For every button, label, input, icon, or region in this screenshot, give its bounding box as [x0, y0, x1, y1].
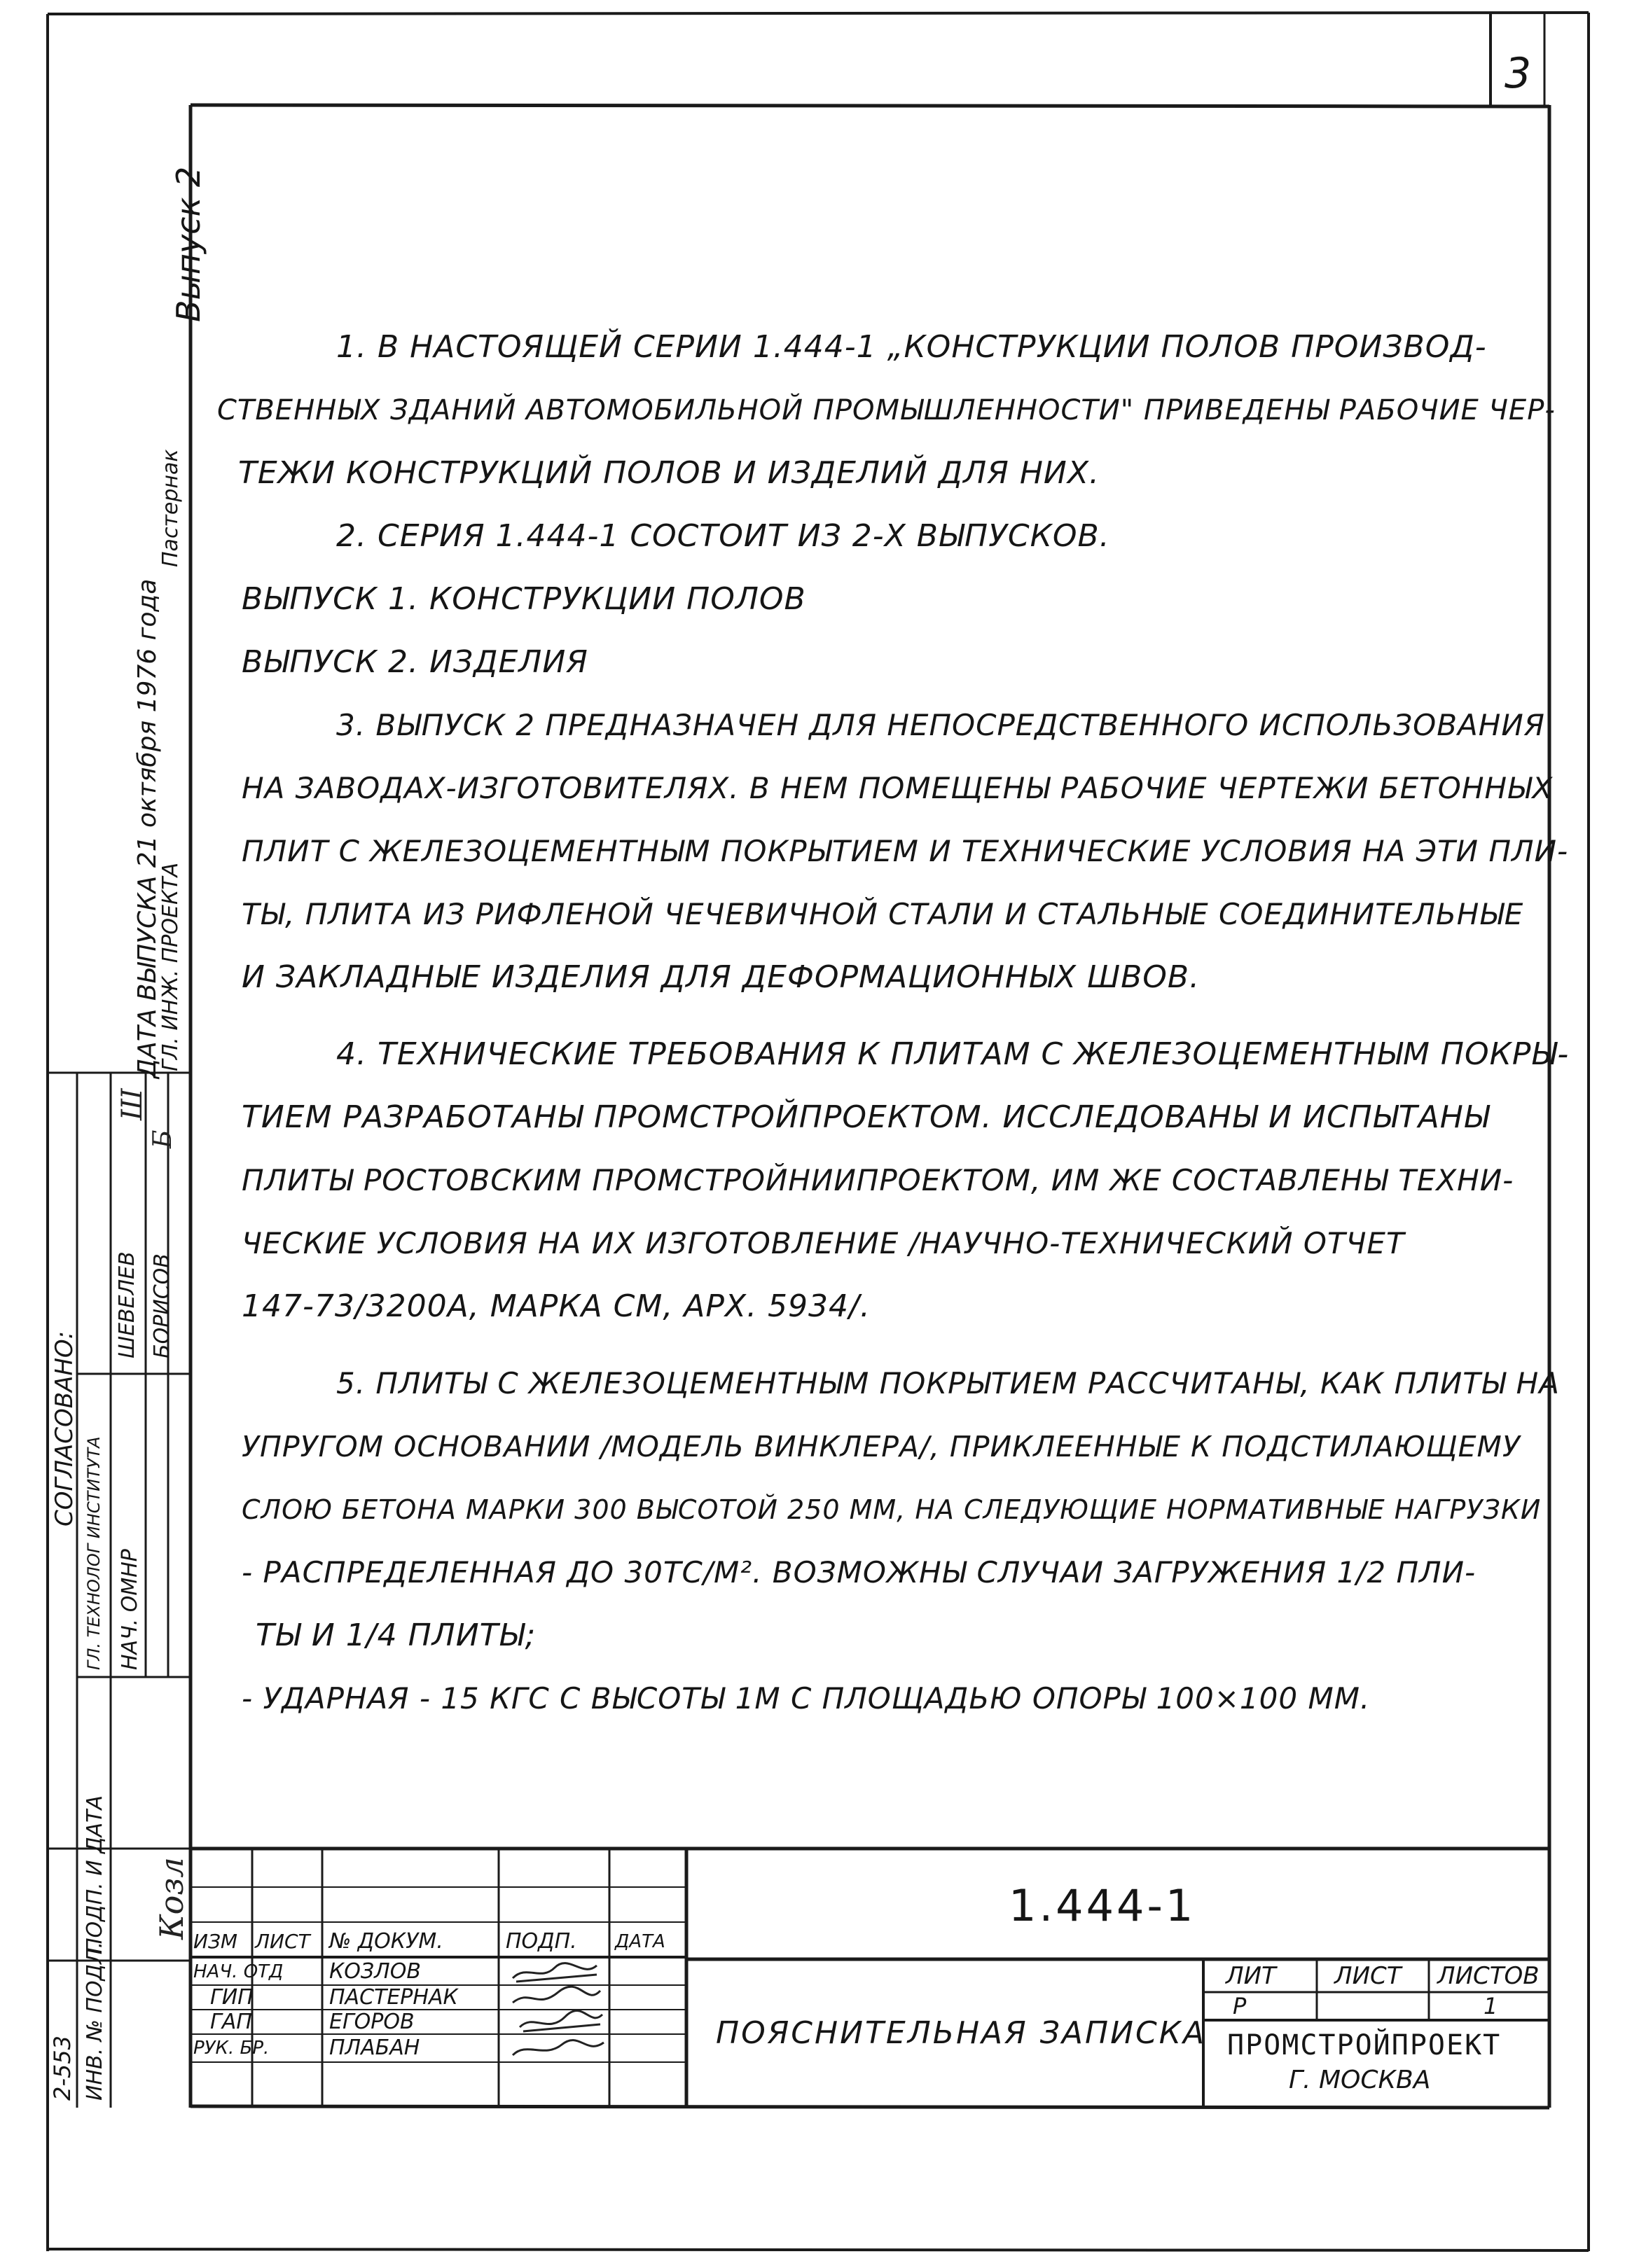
staff-name-3: ЕГОРОВ [329, 2010, 415, 2034]
body-line-13: ТИЕМ РАЗРАБОТАНЫ ПРОМСТРОЙПРОЕКТОМ. ИССЛЕДОВАНЫ И ИСПЫТАНЫ [242, 1099, 1490, 1135]
approval-title: СОГЛАСОВАНО: [50, 1330, 78, 1526]
organization-city: Г. МОСКВА [1289, 2066, 1431, 2094]
body-line-9: ПЛИТ С ЖЕЛЕЗОЦЕМЕНТНЫМ ПОКРЫТИЕМ И ТЕХНИЧЕСКИЕ УСЛОВИЯ НА ЭТИ ПЛИ- [242, 834, 1569, 868]
staff-role-3: ГАП [210, 2010, 252, 2034]
body-line-14: ПЛИТЫ РОСТОВСКИМ ПРОМСТРОЙНИИПРОЕКТОМ, ИМ ЖЕ СОСТАВЛЕНЫ ТЕХНИ- [242, 1163, 1514, 1197]
staff-name-1: КОЗЛОВ [329, 1959, 421, 1984]
body-line-18: УПРУГОМ ОСНОВАНИИ /МОДЕЛЬ ВИНКЛЕРА/, ПРИКЛЕЕННЫЕ К ПОДСТИЛАЮЩЕМУ [242, 1430, 1521, 1463]
body-line-10: ТЫ, ПЛИТА ИЗ РИФЛЕНОЙ ЧЕЧЕВИЧНОЙ СТАЛИ И СТАЛЬНЫЕ СОЕДИНИТЕЛЬНЫЕ [242, 897, 1524, 931]
sign-date-label: ПОДП. И ДАТА [83, 1795, 107, 1954]
lit-value: Р [1233, 1993, 1247, 2019]
body-line-4: 2. СЕРИЯ 1.444-1 СОСТОИТ ИЗ 2-Х ВЫПУСКОВ. [336, 518, 1110, 554]
sheet-header: ЛИСТ [1334, 1962, 1402, 1990]
header-list: ЛИСТ [255, 1930, 310, 1953]
header-sign: ПОДП. [506, 1929, 577, 1954]
header-izm: ИЗМ [193, 1930, 238, 1953]
lit-header: ЛИТ [1226, 1962, 1276, 1990]
staff-name-2: ПАСТЕРНАК [329, 1985, 458, 2010]
approval-signature-2: Б [148, 1129, 177, 1148]
side-date-line2: ГЛ. ИНЖ. ПРОЕКТА [158, 862, 183, 1071]
staff-role-2: ГИП [210, 1985, 254, 2010]
inventory-value: 2-553 [49, 2036, 76, 2101]
approval-role-2: НАЧ. ОМНР [118, 1549, 142, 1670]
side-date-line3: Пастернак [158, 449, 183, 567]
inventory-label: ИНВ. № ПОДЛ. [83, 1941, 107, 2101]
header-doc: № ДОКУМ. [329, 1929, 443, 1954]
inventory-signature: Козл [153, 1857, 191, 1940]
sheets-value: 1 [1484, 1993, 1498, 2019]
body-line-19: СЛОЮ БЕТОНА МАРКИ 300 ВЫСОТОЙ 250 ММ, НА СЛЕДУЮЩИЕ НОРМАТИВНЫЕ НАГРУЗКИ [242, 1494, 1542, 1525]
body-line-12: 4. ТЕХНИЧЕСКИЕ ТРЕБОВАНИЯ К ПЛИТАМ С ЖЕЛЕЗОЦЕМЕНТНЫМ ПОКРЫ- [336, 1036, 1570, 1072]
body-line-8: НА ЗАВОДАХ-ИЗГОТОВИТЕЛЯХ. В НЕМ ПОМЕЩЕНЫ РАБОЧИЕ ЧЕРТЕЖИ БЕТОННЫХ [242, 771, 1554, 805]
body-line-3: ТЕЖИ КОНСТРУКЦИЙ ПОЛОВ И ИЗДЕЛИЙ ДЛЯ НИХ. [238, 455, 1100, 491]
staff-signatures [499, 1957, 609, 2062]
staff-name-4: ПЛАБАН [329, 2036, 420, 2060]
approval-role-1: ГЛ. ТЕХНОЛОГ ИНСТИТУТА [84, 1436, 104, 1670]
staff-role-1: НАЧ. ОТД [193, 1961, 284, 1982]
approval-name-2: БОРИСОВ [150, 1253, 174, 1358]
body-line-22: - УДАРНАЯ - 15 КГС С ВЫСОТЫ 1М С ПЛОЩАДЬЮ ОПОРЫ 100×100 ММ. [242, 1681, 1371, 1716]
body-line-20: - РАСПРЕДЕЛЕННАЯ ДО 30ТС/М². ВОЗМОЖНЫ СЛУЧАИ ЗАГРУЖЕНИЯ 1/2 ПЛИ- [242, 1555, 1477, 1589]
document-title: ПОЯСНИТЕЛЬНАЯ ЗАПИСКА [716, 2015, 1207, 2051]
organization-name: ПРОМСТРОЙПРОЕКТ [1227, 2029, 1502, 2061]
body-line-6: ВЫПУСК 2. ИЗДЕЛИЯ [242, 644, 588, 680]
side-date-line1: ДАТА ВЫПУСКА 21 октября 1976 года [133, 578, 162, 1078]
body-line-7: 3. ВЫПУСК 2 ПРЕДНАЗНАЧЕН ДЛЯ НЕПОСРЕДСТВЕННОГО ИСПОЛЬЗОВАНИЯ [336, 708, 1545, 742]
sheets-header: ЛИСТОВ [1437, 1962, 1540, 1990]
header-date: ДАТА [615, 1931, 665, 1952]
approval-name-1: ШЕВЕЛЕВ [115, 1251, 139, 1358]
approval-signature-1: Ш [116, 1088, 148, 1120]
body-line-17: 5. ПЛИТЫ С ЖЕЛЕЗОЦЕМЕНТНЫМ ПОКРЫТИЕМ РАССЧИТАНЫ, КАК ПЛИТЫ НА [336, 1366, 1560, 1400]
body-line-1: 1. В НАСТОЯЩЕЙ СЕРИИ 1.444-1 „КОНСТРУКЦИИ ПОЛОВ ПРОИЗВОД- [336, 329, 1487, 365]
staff-role-4: РУК. БР. [193, 2038, 270, 2059]
body-line-15: ЧЕСКИЕ УСЛОВИЯ НА ИХ ИЗГОТОВЛЕНИЕ /НАУЧНО-ТЕХНИЧЕСКИЙ ОТЧЕТ [242, 1226, 1405, 1260]
body-line-11: И ЗАКЛАДНЫЕ ИЗДЕЛИЯ ДЛЯ ДЕФОРМАЦИОННЫХ ШВОВ. [242, 959, 1201, 995]
body-line-16: 147-73/3200А, МАРКА СМ, АРХ. 5934/. [242, 1288, 871, 1324]
side-title: Выпуск 2 [170, 166, 207, 322]
body-line-2: СТВЕННЫХ ЗДАНИЙ АВТОМОБИЛЬНОЙ ПРОМЫШЛЕННОСТИ" ПРИВЕДЕНЫ РАБОЧИЕ ЧЕР- [217, 394, 1556, 426]
page-number: 3 [1505, 49, 1532, 98]
body-line-21: ТЫ И 1/4 ПЛИТЫ; [256, 1617, 537, 1653]
drawing-designation: 1.444-1 [1009, 1880, 1196, 1931]
body-line-5: ВЫПУСК 1. КОНСТРУКЦИИ ПОЛОВ [242, 581, 806, 617]
